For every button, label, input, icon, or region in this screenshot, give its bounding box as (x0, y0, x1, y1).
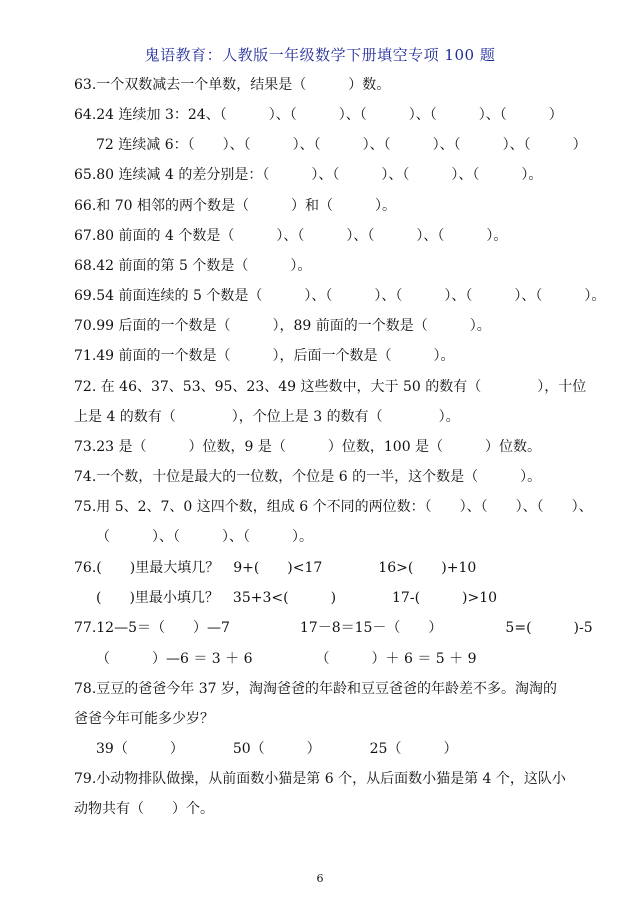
question-69: 69.54 前面连续的 5 个数是（ ）、（ ）、（ ）、（ ）、（ ）。 (74, 288, 606, 304)
question-72: 72. 在 46、37、53、95、23、49 这些数中，大于 50 的数有（ ），十位 (74, 379, 587, 395)
question-64: 64.24 连续加 3：24、（ ）、（ ）、（ ）、（ ）、（ ） (74, 107, 563, 123)
question-71: 71.49 前面的一个数是（ ），后面一个数是（ ）。 (74, 348, 455, 364)
question-79: 79.小动物排队做操，从前面数小猫是第 6 个，从后面数小猫是第 4 个，这队小 (74, 771, 566, 787)
question-76: 76.( )里最大填几？ 9+( )<17 16>( )+10 (74, 560, 477, 576)
question-78-continued: 爸爸今年可能多少岁？ (74, 711, 214, 727)
question-73: 73.23 是（ ）位数，9 是（ ）位数，100 是（ ）位数。 (74, 439, 542, 455)
question-77-part-2: （ ）—6 ＝ 3 ＋ 6 （ ）＋ 6 ＝ 5 ＋ 9 (96, 651, 477, 667)
question-77: 77.12—5＝（ ）—7 17－8＝15－（ ） 5=( )-5 (74, 620, 593, 636)
question-78: 78.豆豆的爸爸今年 37 岁，淘淘爸爸的年龄和豆豆爸爸的年龄差不多。淘淘的 (74, 681, 557, 697)
question-75-continued: （ ）、（ ）、（ ）。 (96, 529, 313, 545)
question-64-part-2: 72 连续减 6：（ ）、（ ）、（ ）、（ ）、（ ）、（ ） (96, 137, 587, 153)
question-74: 74.一个数，十位是最大的一位数，个位是 6 的一半，这个数是（ ）。 (74, 469, 542, 485)
question-68: 68.42 前面的第 5 个数是（ ）。 (74, 258, 312, 274)
question-72-continued: 上是 4 的数有（ ），个位上是 3 的数有（ ）。 (74, 409, 460, 425)
question-67: 67.80 前面的 4 个数是（ ）、（ ）、（ ）、（ ）。 (74, 228, 508, 244)
page-title: 鬼语教育：人教版一年级数学下册填空专项 100 题 (144, 46, 496, 64)
question-75: 75.用 5、2、7、0 这四个数，组成 6 个不同的两位数：（ ）、（ ）、（ ）、 (74, 499, 593, 515)
question-66: 66.和 70 相邻的两个数是（ ）和（ ）。 (74, 198, 396, 214)
question-63: 63.一个双数减去一个单数，结果是（ ）数。 (74, 77, 391, 93)
question-76-part-2: ( )里最小填几？ 35+3<( ) 17-( )>10 (96, 590, 498, 606)
question-78-options: 39（ ） 50（ ） 25（ ） (96, 741, 458, 757)
question-65: 65.80 连续减 4 的差分别是：（ ）、（ ）、（ ）、（ ）。 (74, 167, 543, 183)
question-70: 70.99 后面的一个数是（ ），89 前面的一个数是（ ）。 (74, 318, 491, 334)
question-79-continued: 动物共有（ ）个。 (74, 801, 214, 817)
page-number: 6 (316, 872, 324, 885)
